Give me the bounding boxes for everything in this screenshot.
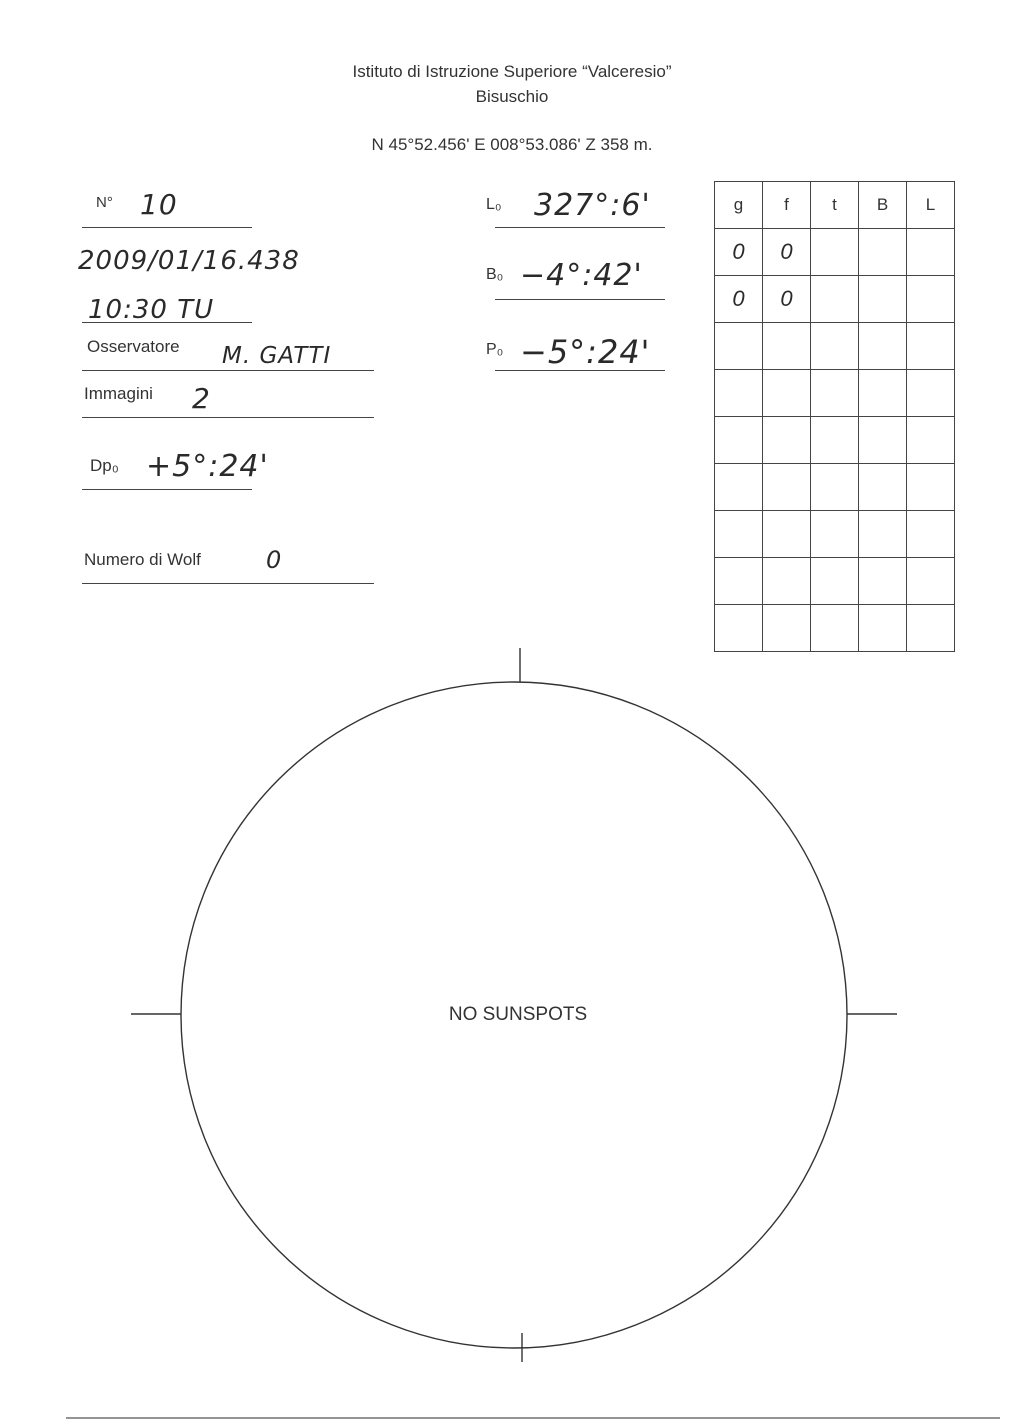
- p0-label: P₀: [486, 341, 504, 358]
- column-header-f: f: [763, 182, 811, 229]
- table-cell-f: 0: [763, 276, 811, 323]
- column-header-b: B: [859, 182, 907, 229]
- table-cell-g: 0: [715, 229, 763, 276]
- l0-value: 327°:6': [534, 188, 651, 223]
- column-header-l: L: [907, 182, 955, 229]
- observer-value: M. GATTI: [222, 343, 332, 369]
- time-value: 10:30 TU: [88, 295, 215, 325]
- observer-label: Osservatore: [87, 337, 180, 356]
- table-cell-f: 0: [763, 229, 811, 276]
- institute-name: Istituto di Istruzione Superiore “Valceresio”: [352, 62, 672, 81]
- table-cell-g: 0: [715, 276, 763, 323]
- wolf-label: Numero di Wolf: [84, 550, 201, 569]
- disk-note: NO SUNSPOTS: [448, 1004, 588, 1025]
- b0-value: −4°:42': [520, 258, 643, 293]
- date-value: 2009/01/16.438: [78, 246, 300, 276]
- wolf-value: 0: [266, 546, 283, 574]
- station-coordinates: N 45°52.456' E 008°53.086' Z 358 m.: [371, 135, 653, 154]
- images-label: Immagini: [84, 384, 153, 403]
- institute-town: Bisuschio: [475, 87, 549, 106]
- column-header-t: t: [811, 182, 859, 229]
- dp0-label: Dp₀: [90, 456, 119, 475]
- dp0-value: +5°:24': [146, 449, 269, 484]
- l0-label: L₀: [486, 196, 502, 213]
- number-label: N°: [96, 194, 113, 211]
- p0-value: −5°:24': [520, 333, 651, 371]
- images-value: 2: [192, 382, 211, 415]
- number-value: 10: [140, 188, 178, 221]
- b0-label: B₀: [486, 266, 504, 283]
- column-header-g: g: [715, 182, 763, 229]
